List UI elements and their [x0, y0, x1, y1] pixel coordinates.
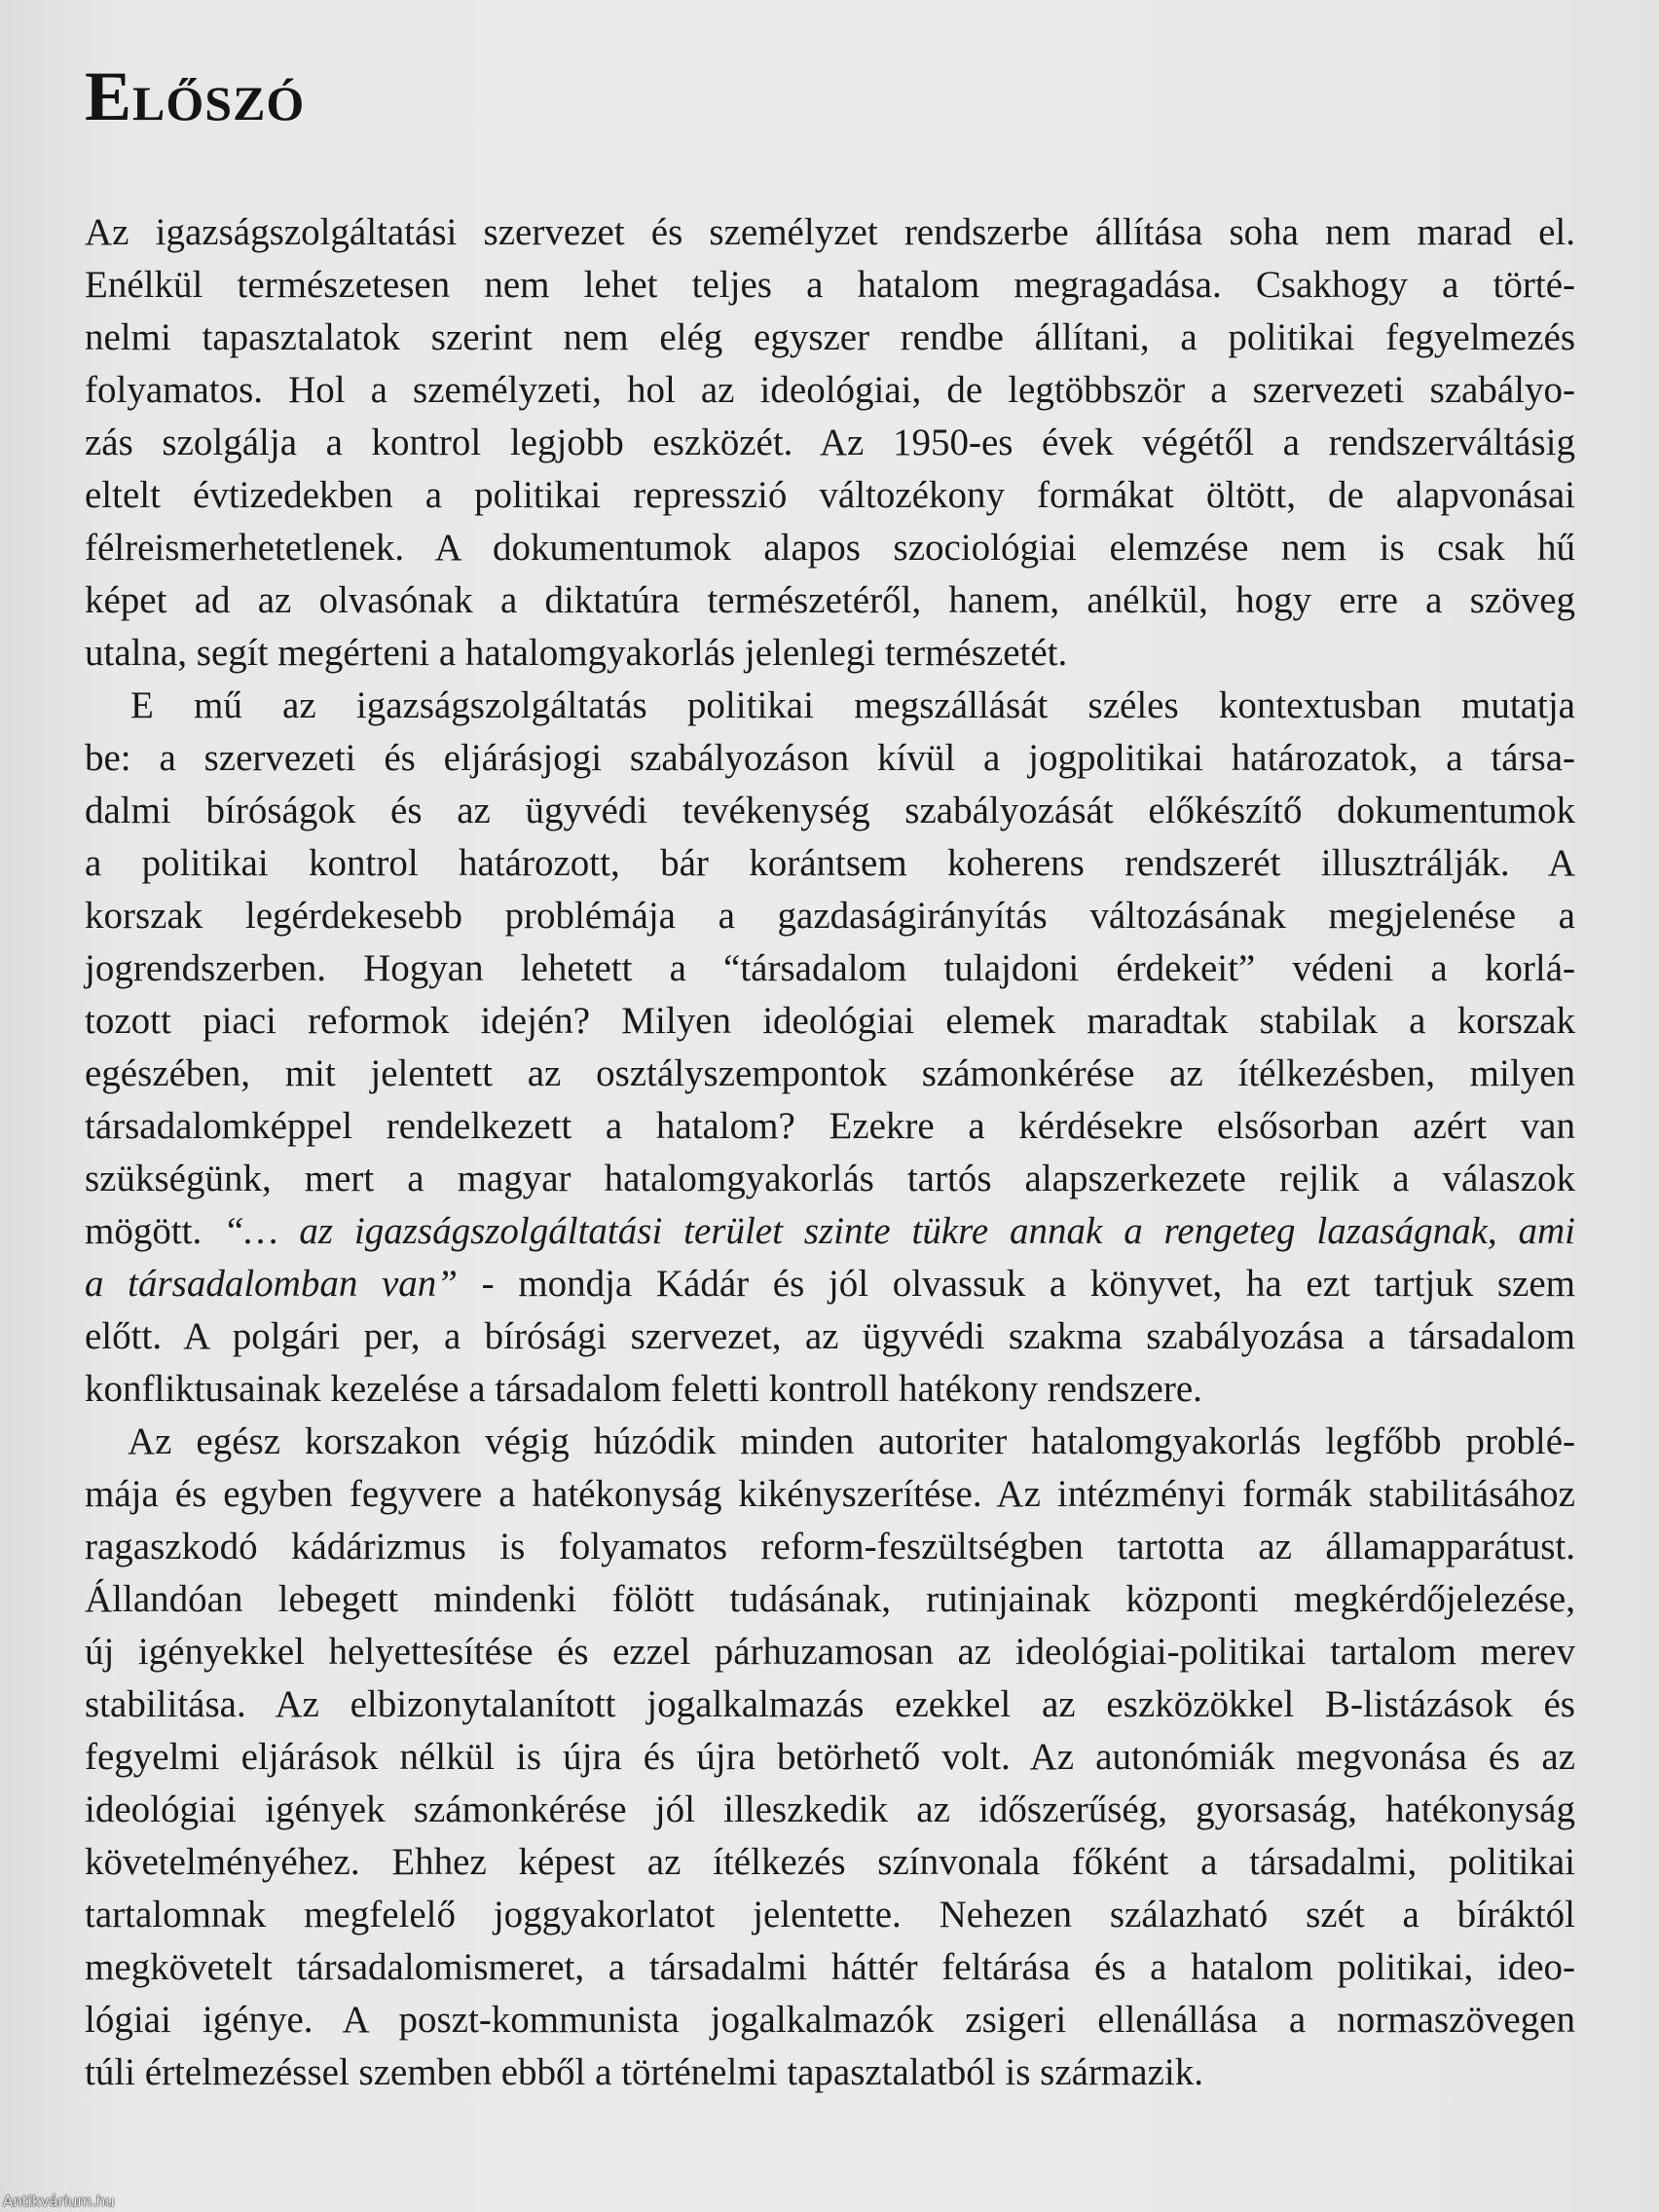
- line-segment: - mondja Kádár és jól olvassuk a könyvet, ha ezt tartjuk szem: [457, 1263, 1575, 1305]
- text-line: új igényekkel helyettesítése és ezzel párhuzamosan az ideológiai-politikai tartalom merev: [85, 1631, 1575, 1673]
- text-line: ideológiai igények számonkérése jól illeszkedik az időszerűség, gyorsaság, hatékonyság: [85, 1788, 1575, 1830]
- text-line: korszak legérdekesebb problémája a gazdaságirányítás változásának megjelenése a: [85, 895, 1575, 937]
- kadar-quote-start: “… az igazságszolgáltatási terület szinte tükre annak a rengeteg lazaságnak, ami: [223, 1210, 1575, 1252]
- text-line: [85, 1258, 1575, 1310]
- text-line: dalmi bíróságok és az ügyvédi tevékenység szabályozását előkészítő dokumentumok: [85, 790, 1575, 831]
- text-line: stabilitása. Az elbizonytalanított jogalkalmazás ezekkel az eszközökkel B-listázások és: [85, 1683, 1575, 1725]
- text-line: nelmi tapasztalatok szerint nem elég egyszer rendbe állítani, a politikai fegyelmezés: [85, 316, 1575, 358]
- text-line: tozott piaci reformok idején? Milyen ideológiai elemek maradtak stabilak a korszak: [85, 1000, 1575, 1042]
- text-line: a politikai kontrol határozott, bár korántsem koherens rendszerét illusztrálják. A: [85, 842, 1575, 884]
- line-segment: mögött.: [85, 1210, 224, 1252]
- text-line: eltelt évtizedekben a politikai represszió változékony formákat öltött, de alapvonásai: [85, 474, 1575, 516]
- text-line: képet ad az olvasónak a diktatúra természetéről, hanem, anélkül, hogy erre a szöveg: [85, 579, 1575, 621]
- text-line: be: a szervezeti és eljárásjogi szabályozáson kívül a jogpolitikai határozatok, a társa-: [85, 737, 1575, 779]
- text-line: előtt. A polgári per, a bírósági szervezet, az ügyvédi szakma szabályozása a társadalom: [85, 1315, 1575, 1357]
- text-line: társadalomképpel rendelkezett a hatalom? Ezekre a kérdésekre elsősorban azért van: [85, 1105, 1575, 1147]
- kadar-quote-end: a társadalomban van”: [85, 1263, 458, 1305]
- text-line: ragaszkodó kádárizmus is folyamatos reform-feszültségben tartotta az államapparátust.: [85, 1526, 1575, 1567]
- text-line: tartalomnak megfelelő joggyakorlatot jelentette. Nehezen szálazható szét a bíráktól: [85, 1894, 1575, 1936]
- paragraph-2: [85, 680, 1575, 1416]
- paragraph-1: [85, 206, 1575, 680]
- text-line: fegyelmi eljárások nélkül is újra és újra betörhető volt. Az autonómiák megvonása és az: [85, 1736, 1575, 1778]
- text-line: szükségünk, mert a magyar hatalomgyakorlás tartós alapszerkezete rejlik a válaszok: [85, 1158, 1575, 1199]
- text-line: utalna, segít megérteni a hatalomgyakorlás jelenlegi természetét.: [85, 632, 1068, 674]
- text-line: egészében, mit jelentett az osztályszempontok számonkérése az ítélkezésben, milyen: [85, 1052, 1575, 1094]
- text-line: jogrendszerben. Hogyan lehetett a “társadalom tulajdoni érdekeit” védeni a korlá-: [85, 947, 1575, 989]
- text-line: E mű az igazságszolgáltatás politikai megszállását széles kontextusban mutatja: [130, 684, 1575, 726]
- text-line: Állandóan lebegett mindenki fölött tudásának, rutinjainak központi megkérdőjelezése,: [85, 1578, 1575, 1620]
- text-line: folyamatos. Hol a személyzeti, hol az ideológiai, de legtöbbször a szervezeti szabályo-: [85, 369, 1575, 411]
- text-line: Az igazságszolgáltatási szervezet és személyzet rendszerbe állítása soha nem marad el.: [85, 211, 1575, 253]
- text-line: Enélkül természetesen nem lehet teljes a hatalom megragadása. Csakhogy a törté-: [85, 264, 1575, 306]
- text-line: zás szolgálja a kontrol legjobb eszközét. Az 1950-es évek végétől a rendszerváltásig: [85, 422, 1575, 463]
- body-text: [85, 206, 1575, 2099]
- paragraph-3: [85, 1416, 1575, 2099]
- text-line: követelményéhez. Ehhez képest az ítélkezés színvonala főként a társadalmi, politikai: [85, 1841, 1575, 1883]
- text-line: mája és egyben fegyvere a hatékonyság kikényszerítése. Az intézményi formák stabilitásához: [85, 1473, 1575, 1515]
- text-line: konfliktusainak kezelése a társadalom feletti kontroll hatékony rendszere.: [85, 1368, 1202, 1410]
- page-title: Előszó: [85, 57, 306, 135]
- watermark: Antikvárium.hu: [3, 2193, 115, 2210]
- text-line: Az egész korszakon végig húzódik minden autoriter hatalomgyakorlás legfőbb problé-: [128, 1420, 1575, 1462]
- text-line: túli értelmezéssel szemben ebből a történelmi tapasztalatból is származik.: [85, 2051, 1203, 2093]
- text-line: [85, 1205, 1575, 1258]
- text-line: megkövetelt társadalomismeret, a társadalmi háttér feltárása és a hatalom politikai, ideo-: [85, 1946, 1575, 1988]
- text-line: lógiai igénye. A poszt-kommunista jogalkalmazók zsigeri ellenállása a normaszövegen: [85, 1999, 1575, 2041]
- text-line: félreismerhetetlenek. A dokumentumok alapos szociológiai elemzése nem is csak hű: [85, 527, 1575, 569]
